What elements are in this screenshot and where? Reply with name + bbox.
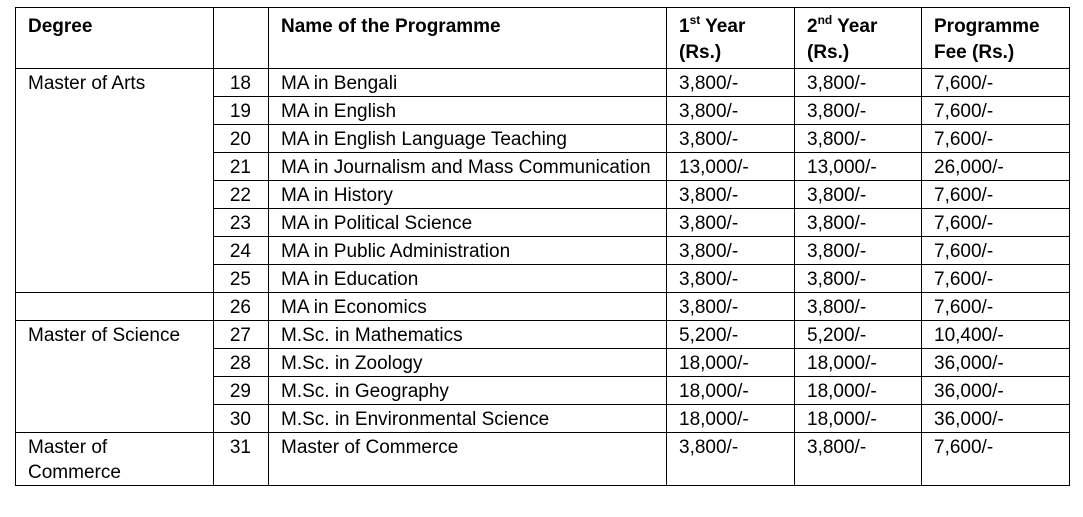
programme-fee-cell: 7,600/- — [922, 69, 1070, 97]
degree-cell — [16, 293, 214, 321]
table-row — [16, 265, 1070, 293]
header-year1-word: Year — [700, 16, 746, 37]
header-fee-line1: Programme — [934, 16, 1040, 37]
programme-name-cell: MA in Public Administration — [269, 237, 667, 265]
year1-fee-cell: 18,000/- — [667, 349, 795, 377]
degree-cell — [16, 209, 214, 237]
programme-name-cell: M.Sc. in Zoology — [269, 349, 667, 377]
table-row — [16, 377, 1070, 405]
degree-cell — [16, 153, 214, 181]
year1-fee-cell: 3,800/- — [667, 293, 795, 321]
table-header-row — [16, 8, 1070, 69]
row-number-cell: 26 — [214, 293, 269, 321]
year2-fee-cell: 3,800/- — [795, 293, 922, 321]
programme-fee-cell: 7,600/- — [922, 209, 1070, 237]
row-number-cell: 30 — [214, 405, 269, 433]
fee-table — [15, 7, 1070, 486]
header-number — [214, 8, 269, 69]
fee-table-body — [16, 69, 1070, 486]
year2-fee-cell: 3,800/- — [795, 69, 922, 97]
year2-fee-cell: 3,800/- — [795, 433, 922, 486]
header-year1-unit: (Rs.) — [679, 42, 722, 63]
programme-name-cell: MA in English — [269, 97, 667, 125]
year1-fee-cell: 18,000/- — [667, 405, 795, 433]
table-row — [16, 237, 1070, 265]
programme-fee-cell: 7,600/- — [922, 125, 1070, 153]
programme-fee-cell: 36,000/- — [922, 377, 1070, 405]
year1-fee-cell: 3,800/- — [667, 433, 795, 486]
year2-fee-cell: 5,200/- — [795, 321, 922, 349]
year2-fee-cell: 3,800/- — [795, 209, 922, 237]
programme-fee-cell: 26,000/- — [922, 153, 1070, 181]
year1-fee-cell: 3,800/- — [667, 125, 795, 153]
degree-cell: Master of Arts — [16, 69, 214, 97]
table-row — [16, 209, 1070, 237]
year1-fee-cell: 18,000/- — [667, 377, 795, 405]
row-number-cell: 18 — [214, 69, 269, 97]
degree-cell — [16, 377, 214, 405]
row-number-cell: 20 — [214, 125, 269, 153]
degree-cell — [16, 125, 214, 153]
header-year2-unit: (Rs.) — [807, 42, 850, 63]
header-programme-fee — [922, 8, 1070, 69]
row-number-cell: 28 — [214, 349, 269, 377]
header-year1-num: 1 — [679, 16, 690, 37]
year1-fee-cell: 3,800/- — [667, 265, 795, 293]
header-year2-sup: nd — [817, 12, 833, 27]
year2-fee-cell: 3,800/- — [795, 125, 922, 153]
header-year1-sup: st — [689, 12, 701, 27]
year2-fee-cell: 3,800/- — [795, 97, 922, 125]
year1-fee-cell: 5,200/- — [667, 321, 795, 349]
year1-fee-cell: 3,800/- — [667, 209, 795, 237]
programme-fee-cell: 36,000/- — [922, 405, 1070, 433]
degree-cell — [16, 237, 214, 265]
table-row — [16, 153, 1070, 181]
table-row — [16, 125, 1070, 153]
row-number-cell: 23 — [214, 209, 269, 237]
programme-name-cell: MA in Bengali — [269, 69, 667, 97]
row-number-cell: 19 — [214, 97, 269, 125]
table-row — [16, 293, 1070, 321]
programme-name-cell: MA in English Language Teaching — [269, 125, 667, 153]
year1-fee-cell: 3,800/- — [667, 181, 795, 209]
header-fee-line2: Fee (Rs.) — [934, 42, 1015, 63]
year2-fee-cell: 3,800/- — [795, 265, 922, 293]
header-year2-num: 2 — [807, 16, 818, 37]
header-year2 — [795, 8, 922, 69]
header-year1 — [667, 8, 795, 69]
degree-cell — [16, 97, 214, 125]
degree-cell: Master of Commerce — [16, 433, 214, 486]
table-row — [16, 433, 1070, 486]
programme-fee-cell: 10,400/- — [922, 321, 1070, 349]
year2-fee-cell: 18,000/- — [795, 405, 922, 433]
programme-name-cell: Master of Commerce — [269, 433, 667, 486]
header-degree: Degree — [16, 8, 214, 69]
table-row — [16, 405, 1070, 433]
year2-fee-cell: 18,000/- — [795, 377, 922, 405]
programme-fee-cell: 7,600/- — [922, 265, 1070, 293]
programme-name-cell: M.Sc. in Environmental Science — [269, 405, 667, 433]
programme-fee-cell: 7,600/- — [922, 181, 1070, 209]
degree-cell — [16, 405, 214, 433]
year1-fee-cell: 3,800/- — [667, 69, 795, 97]
year2-fee-cell: 18,000/- — [795, 349, 922, 377]
header-programme: Name of the Programme — [269, 8, 667, 69]
degree-cell — [16, 265, 214, 293]
table-row — [16, 321, 1070, 349]
programme-name-cell: MA in Education — [269, 265, 667, 293]
table-row — [16, 97, 1070, 125]
degree-cell — [16, 349, 214, 377]
programme-name-cell: M.Sc. in Mathematics — [269, 321, 667, 349]
programme-name-cell: MA in Political Science — [269, 209, 667, 237]
programme-name-cell: MA in History — [269, 181, 667, 209]
table-row — [16, 181, 1070, 209]
row-number-cell: 25 — [214, 265, 269, 293]
year2-fee-cell: 13,000/- — [795, 153, 922, 181]
table-row — [16, 69, 1070, 97]
programme-fee-cell: 7,600/- — [922, 293, 1070, 321]
year1-fee-cell: 3,800/- — [667, 97, 795, 125]
year1-fee-cell: 3,800/- — [667, 237, 795, 265]
programme-fee-cell: 7,600/- — [922, 433, 1070, 486]
programme-fee-cell: 36,000/- — [922, 349, 1070, 377]
row-number-cell: 24 — [214, 237, 269, 265]
programme-name-cell: MA in Journalism and Mass Communication — [269, 153, 667, 181]
row-number-cell: 29 — [214, 377, 269, 405]
degree-cell: Master of Science — [16, 321, 214, 349]
programme-name-cell: M.Sc. in Geography — [269, 377, 667, 405]
programme-name-cell: MA in Economics — [269, 293, 667, 321]
row-number-cell: 31 — [214, 433, 269, 486]
programme-fee-cell: 7,600/- — [922, 97, 1070, 125]
programme-fee-cell: 7,600/- — [922, 237, 1070, 265]
table-row — [16, 349, 1070, 377]
degree-cell — [16, 181, 214, 209]
year1-fee-cell: 13,000/- — [667, 153, 795, 181]
year2-fee-cell: 3,800/- — [795, 181, 922, 209]
header-year2-word: Year — [832, 16, 878, 37]
row-number-cell: 21 — [214, 153, 269, 181]
year2-fee-cell: 3,800/- — [795, 237, 922, 265]
row-number-cell: 22 — [214, 181, 269, 209]
row-number-cell: 27 — [214, 321, 269, 349]
